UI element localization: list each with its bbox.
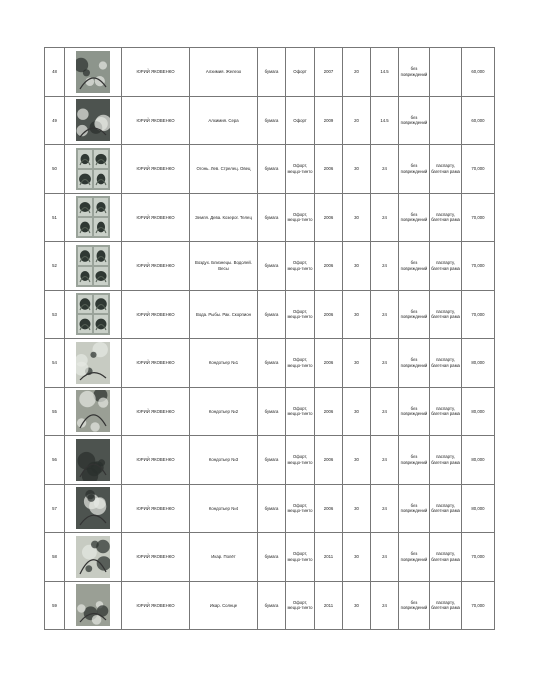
material-cell — [258, 145, 286, 194]
height-cm-cell — [343, 242, 371, 291]
price: 70,000 — [471, 263, 485, 268]
material: бумага — [264, 457, 279, 462]
year-cell — [315, 96, 343, 145]
year-cell — [315, 387, 343, 436]
condition: без повреждений — [400, 114, 428, 126]
height-cm: 20 — [354, 117, 359, 123]
framing-cell — [430, 290, 462, 339]
condition: без повреждений — [400, 454, 428, 465]
material-cell — [258, 242, 286, 291]
height-cm: 30 — [354, 554, 359, 559]
framing-cell — [430, 581, 462, 630]
price: 80,000 — [471, 408, 485, 414]
height-cm: 30 — [354, 457, 359, 462]
price-cell — [462, 436, 495, 485]
year-cell — [315, 533, 343, 582]
artwork-title-cell — [190, 387, 258, 436]
width-cm-cell — [371, 145, 399, 194]
width-cm: 14.5 — [380, 117, 389, 123]
condition: без повреждений — [400, 211, 428, 223]
artwork-thumbnail-image — [76, 148, 110, 190]
price: 60,000 — [471, 69, 485, 74]
framing-cell — [430, 48, 462, 97]
table-row — [45, 193, 495, 242]
row-number: 54 — [52, 360, 57, 365]
condition-cell — [399, 387, 430, 436]
framing: паспарту, багетная рама — [431, 308, 460, 320]
width-cm-cell — [371, 290, 399, 339]
width-cm-cell — [371, 48, 399, 97]
technique: Офорт, меццо-тинто — [287, 405, 313, 417]
height-cm: 30 — [354, 166, 359, 171]
technique: Офорт, меццо-тинто — [287, 163, 313, 174]
table-row — [45, 581, 495, 630]
artwork-thumbnail-image — [76, 487, 110, 529]
height-cm-cell — [343, 96, 371, 145]
condition-cell — [399, 96, 430, 145]
material-cell — [258, 436, 286, 485]
material: бумага — [264, 505, 279, 511]
year: 2011 — [323, 554, 334, 559]
framing-cell — [430, 533, 462, 582]
table-row — [45, 339, 495, 388]
height-cm-cell — [343, 145, 371, 194]
year-cell — [315, 581, 343, 630]
framing-cell — [430, 339, 462, 388]
artwork-thumbnail-image — [76, 584, 110, 626]
condition: без повреждений — [400, 357, 428, 368]
condition: без повреждений — [400, 163, 428, 174]
framing: паспарту, багетная рама — [431, 211, 460, 223]
technique-cell — [286, 436, 315, 485]
price-cell — [462, 387, 495, 436]
year-cell — [315, 290, 343, 339]
condition: без повреждений — [400, 308, 428, 320]
width-cm: 24 — [382, 311, 387, 317]
table-row — [45, 290, 495, 339]
table-row — [45, 387, 495, 436]
price-cell — [462, 193, 495, 242]
artist-name: ЮРИЙ ЯКОВЕНКО — [136, 117, 175, 123]
artist-name: ЮРИЙ ЯКОВЕНКО — [136, 457, 175, 462]
artwork-title-cell — [190, 533, 258, 582]
artwork-thumbnail-cell — [65, 290, 122, 339]
condition: без повреждений — [400, 551, 428, 562]
row-number: 51 — [52, 214, 57, 220]
price: 70,000 — [471, 554, 485, 559]
row-number-cell — [45, 145, 65, 194]
price: 70,000 — [471, 166, 485, 171]
price-cell — [462, 484, 495, 533]
artist-name-cell — [122, 436, 190, 485]
table-row — [45, 484, 495, 533]
artist-name: ЮРИЙ ЯКОВЕНКО — [136, 602, 175, 608]
artist-name: ЮРИЙ ЯКОВЕНКО — [136, 554, 175, 559]
price-cell — [462, 242, 495, 291]
row-number-cell — [45, 193, 65, 242]
row-number: 55 — [52, 408, 57, 414]
row-number-cell — [45, 581, 65, 630]
row-number: 59 — [52, 602, 57, 608]
framing-cell — [430, 484, 462, 533]
technique: Офорт — [293, 117, 307, 123]
width-cm-cell — [371, 581, 399, 630]
technique: Офорт, меццо-тинто — [287, 502, 313, 514]
artwork-thumbnail-cell — [65, 48, 122, 97]
width-cm-cell — [371, 387, 399, 436]
artist-name-cell — [122, 533, 190, 582]
artist-name: ЮРИЙ ЯКОВЕНКО — [136, 408, 175, 414]
row-number-cell — [45, 48, 65, 97]
condition-cell — [399, 436, 430, 485]
price-cell — [462, 96, 495, 145]
height-cm-cell — [343, 484, 371, 533]
framing-cell — [430, 193, 462, 242]
table-row — [45, 145, 495, 194]
material-cell — [258, 96, 286, 145]
height-cm-cell — [343, 387, 371, 436]
artwork-title: Икар. Полёт — [211, 554, 236, 559]
year: 2006 — [323, 311, 334, 317]
condition: без повреждений — [400, 260, 428, 271]
technique-cell — [286, 290, 315, 339]
year: 2009 — [323, 117, 334, 123]
technique: Офорт — [293, 69, 307, 74]
row-number-cell — [45, 339, 65, 388]
framing-cell — [430, 145, 462, 194]
condition-cell — [399, 193, 430, 242]
row-number: 58 — [52, 554, 57, 559]
condition: без повреждений — [400, 405, 428, 417]
artist-name-cell — [122, 484, 190, 533]
artist-name: ЮРИЙ ЯКОВЕНКО — [136, 263, 175, 268]
artwork-title: Кондотьер №4 — [208, 505, 239, 511]
row-number-cell — [45, 484, 65, 533]
row-number: 50 — [52, 166, 57, 171]
technique: Офорт, меццо-тинто — [287, 357, 313, 368]
artist-name: ЮРИЙ ЯКОВЕНКО — [136, 311, 175, 317]
height-cm: 20 — [354, 69, 359, 74]
height-cm-cell — [343, 436, 371, 485]
material: бумага — [264, 69, 279, 74]
height-cm-cell — [343, 48, 371, 97]
artist-name: ЮРИЙ ЯКОВЕНКО — [136, 166, 175, 171]
table-row — [45, 96, 495, 145]
artwork-thumbnail-cell — [65, 387, 122, 436]
year: 2006 — [323, 166, 334, 171]
table-row — [45, 48, 495, 97]
artwork-title: Икар. Солнце — [209, 602, 238, 608]
row-number-cell — [45, 533, 65, 582]
artwork-thumbnail-cell — [65, 436, 122, 485]
condition: без повреждений — [400, 502, 428, 514]
artwork-table — [44, 47, 495, 630]
artwork-thumbnail-image — [76, 439, 110, 481]
year: 2006 — [323, 505, 334, 511]
price-cell — [462, 339, 495, 388]
artwork-title-cell — [190, 193, 258, 242]
technique-cell — [286, 193, 315, 242]
year: 2006 — [323, 263, 334, 268]
material-cell — [258, 290, 286, 339]
framing-cell — [430, 387, 462, 436]
artwork-title-cell — [190, 339, 258, 388]
year: 2011 — [323, 602, 334, 608]
condition-cell — [399, 533, 430, 582]
width-cm: 24 — [382, 554, 387, 559]
framing-cell — [430, 436, 462, 485]
row-number-cell — [45, 96, 65, 145]
width-cm: 24 — [382, 166, 387, 171]
artist-name-cell — [122, 96, 190, 145]
table-row — [45, 533, 495, 582]
artwork-thumbnail-image — [76, 51, 110, 93]
year-cell — [315, 48, 343, 97]
technique-cell — [286, 145, 315, 194]
price: 70,000 — [471, 602, 485, 608]
artwork-title-cell — [190, 581, 258, 630]
artwork-title-cell — [190, 48, 258, 97]
height-cm-cell — [343, 193, 371, 242]
artist-name-cell — [122, 193, 190, 242]
height-cm: 30 — [354, 214, 359, 220]
artwork-title: Кондотьер №3 — [208, 457, 239, 462]
row-number: 57 — [52, 505, 57, 511]
material-cell — [258, 48, 286, 97]
height-cm: 30 — [354, 408, 359, 414]
artist-name: ЮРИЙ ЯКОВЕНКО — [136, 69, 175, 74]
artwork-title: Алхимия. Сера — [208, 117, 239, 123]
material: бумага — [264, 408, 279, 414]
artist-name: ЮРИЙ ЯКОВЕНКО — [136, 214, 175, 220]
price: 60,000 — [471, 117, 485, 123]
height-cm: 30 — [354, 602, 359, 608]
row-number: 56 — [52, 457, 57, 462]
height-cm-cell — [343, 581, 371, 630]
technique: Офорт, меццо-тинто — [287, 551, 313, 562]
artwork-title: Воздух. Близнецы. Водолей. Весы — [194, 260, 253, 271]
year: 2006 — [323, 360, 334, 365]
width-cm-cell — [371, 96, 399, 145]
artwork-thumbnail-cell — [65, 96, 122, 145]
material: бумага — [264, 166, 279, 171]
artwork-title: Кондотьер №1 — [208, 360, 239, 365]
material-cell — [258, 533, 286, 582]
framing: паспарту, багетная рама — [431, 357, 460, 368]
artwork-thumbnail-cell — [65, 339, 122, 388]
condition: без повреждений — [400, 66, 428, 77]
artwork-title-cell — [190, 436, 258, 485]
height-cm: 30 — [354, 505, 359, 511]
year: 2006 — [323, 457, 334, 462]
artwork-title-cell — [190, 242, 258, 291]
width-cm-cell — [371, 193, 399, 242]
price-cell — [462, 581, 495, 630]
price: 80,000 — [471, 360, 485, 365]
year: 2007 — [323, 69, 334, 74]
artwork-thumbnail-image — [76, 536, 110, 578]
table-row — [45, 242, 495, 291]
year: 2006 — [323, 214, 334, 220]
height-cm-cell — [343, 533, 371, 582]
condition-cell — [399, 339, 430, 388]
artwork-title-cell — [190, 484, 258, 533]
width-cm: 24 — [382, 505, 387, 511]
condition-cell — [399, 581, 430, 630]
width-cm-cell — [371, 339, 399, 388]
artwork-thumbnail-image — [76, 293, 110, 335]
width-cm: 24 — [382, 457, 387, 462]
year-cell — [315, 145, 343, 194]
price: 80,000 — [471, 505, 485, 511]
framing: паспарту, багетная рама — [431, 599, 460, 611]
row-number: 49 — [52, 117, 57, 123]
framing-cell — [430, 242, 462, 291]
framing: паспарту, багетная рама — [431, 260, 460, 271]
artist-name-cell — [122, 387, 190, 436]
artist-name-cell — [122, 339, 190, 388]
price: 80,000 — [471, 457, 485, 462]
artwork-thumbnail-cell — [65, 145, 122, 194]
artwork-title-cell — [190, 290, 258, 339]
material: бумага — [264, 214, 279, 220]
width-cm-cell — [371, 484, 399, 533]
technique-cell — [286, 339, 315, 388]
technique-cell — [286, 242, 315, 291]
technique: Офорт, меццо-тинто — [287, 454, 313, 465]
artist-name-cell — [122, 581, 190, 630]
height-cm: 30 — [354, 263, 359, 268]
condition-cell — [399, 242, 430, 291]
framing: паспарту, багетная рама — [431, 163, 460, 174]
artwork-title-cell — [190, 145, 258, 194]
width-cm: 24 — [382, 263, 387, 268]
width-cm: 24 — [382, 360, 387, 365]
technique-cell — [286, 96, 315, 145]
artwork-title: Кондотьер №2 — [208, 408, 239, 414]
artist-name: ЮРИЙ ЯКОВЕНКО — [136, 505, 175, 511]
width-cm: 24 — [382, 214, 387, 220]
row-number-cell — [45, 387, 65, 436]
artwork-thumbnail-cell — [65, 242, 122, 291]
condition-cell — [399, 484, 430, 533]
artwork-thumbnail-image — [76, 99, 110, 141]
row-number-cell — [45, 290, 65, 339]
framing: паспарту, багетная рама — [431, 502, 460, 514]
technique: Офорт, меццо-тинто — [287, 211, 313, 223]
artist-name: ЮРИЙ ЯКОВЕНКО — [136, 360, 175, 365]
price-cell — [462, 533, 495, 582]
material-cell — [258, 193, 286, 242]
width-cm: 24 — [382, 408, 387, 414]
material: бумага — [264, 554, 279, 559]
row-number: 52 — [52, 263, 57, 268]
price: 70,000 — [471, 311, 485, 317]
material: бумага — [264, 117, 279, 123]
material-cell — [258, 339, 286, 388]
width-cm: 14.5 — [380, 69, 389, 74]
technique: Офорт, меццо-тинто — [287, 599, 313, 611]
table-row — [45, 436, 495, 485]
framing: паспарту, багетная рама — [431, 405, 460, 417]
artwork-thumbnail-cell — [65, 484, 122, 533]
artist-name-cell — [122, 145, 190, 194]
technique-cell — [286, 484, 315, 533]
height-cm-cell — [343, 290, 371, 339]
row-number: 48 — [52, 69, 57, 74]
condition-cell — [399, 290, 430, 339]
year-cell — [315, 436, 343, 485]
width-cm-cell — [371, 436, 399, 485]
framing: паспарту, багетная рама — [431, 551, 460, 562]
technique-cell — [286, 533, 315, 582]
condition: без повреждений — [400, 599, 428, 611]
artwork-title: Земля. Дева. Козерог. Телец — [195, 214, 252, 220]
year-cell — [315, 193, 343, 242]
year: 2006 — [323, 408, 334, 414]
row-number: 53 — [52, 311, 57, 317]
material-cell — [258, 387, 286, 436]
condition-cell — [399, 145, 430, 194]
artwork-thumbnail-cell — [65, 533, 122, 582]
material: бумага — [264, 311, 279, 317]
artist-name-cell — [122, 290, 190, 339]
width-cm-cell — [371, 242, 399, 291]
artist-name-cell — [122, 242, 190, 291]
artwork-title: Вода. Рыбы. Рак. Скорпион — [195, 311, 252, 317]
material: бумага — [264, 602, 279, 608]
artwork-title-cell — [190, 96, 258, 145]
artwork-thumbnail-image — [76, 390, 110, 432]
artwork-thumbnail-cell — [65, 581, 122, 630]
height-cm: 30 — [354, 311, 359, 317]
year-cell — [315, 242, 343, 291]
technique-cell — [286, 387, 315, 436]
artwork-title: Огонь. Лев. Стрелец. Овец — [196, 166, 251, 171]
technique-cell — [286, 48, 315, 97]
condition-cell — [399, 48, 430, 97]
row-number-cell — [45, 242, 65, 291]
material: бумага — [264, 263, 279, 268]
artwork-title: Алхимия. Железо — [205, 69, 242, 74]
material-cell — [258, 484, 286, 533]
year-cell — [315, 339, 343, 388]
width-cm: 24 — [382, 602, 387, 608]
framing-cell — [430, 96, 462, 145]
price: 70,000 — [471, 214, 485, 220]
width-cm-cell — [371, 533, 399, 582]
artwork-thumbnail-cell — [65, 193, 122, 242]
technique-cell — [286, 581, 315, 630]
price-cell — [462, 145, 495, 194]
material: бумага — [264, 360, 279, 365]
material-cell — [258, 581, 286, 630]
artwork-thumbnail-image — [76, 196, 110, 238]
price-cell — [462, 48, 495, 97]
artist-name-cell — [122, 48, 190, 97]
year-cell — [315, 484, 343, 533]
artwork-thumbnail-image — [76, 245, 110, 287]
technique: Офорт, меццо-тинто — [287, 260, 313, 271]
row-number-cell — [45, 436, 65, 485]
height-cm: 30 — [354, 360, 359, 365]
artwork-thumbnail-image — [76, 342, 110, 384]
height-cm-cell — [343, 339, 371, 388]
price-cell — [462, 290, 495, 339]
technique: Офорт, меццо-тинто — [287, 308, 313, 320]
framing: паспарту, багетная рама — [431, 454, 460, 465]
